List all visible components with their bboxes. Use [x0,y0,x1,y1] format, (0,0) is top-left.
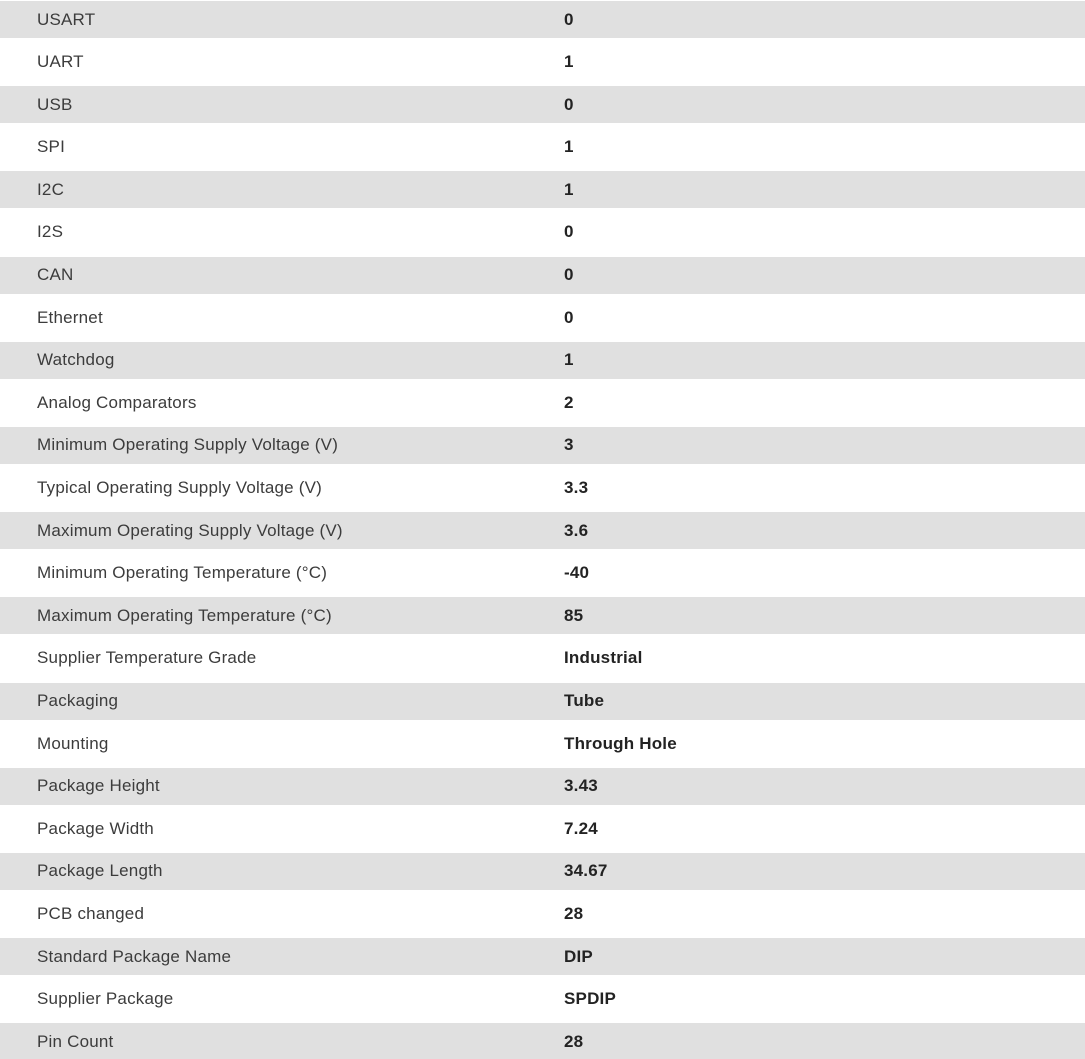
spec-label: USB [37,94,73,114]
spec-value: 3.43 [564,776,598,796]
spec-value: SPDIP [564,989,617,1009]
spec-label: Minimum Operating Temperature (°C) [37,563,328,583]
spec-value: 0 [564,9,574,29]
spec-label: Package Length [37,861,163,881]
spec-label: Standard Package Name [37,946,232,966]
spec-value: 1 [564,350,574,370]
spec-row [0,640,1085,677]
spec-row [0,597,1085,634]
spec-label: Watchdog [37,350,115,370]
spec-value: Tube [564,691,605,710]
spec-row [0,810,1085,847]
spec-value: 28 [564,903,584,923]
spec-value: Industrial [564,648,643,668]
spec-value: 1 [564,137,574,157]
spec-value: 1 [564,179,574,199]
spec-label: Minimum Operating Supply Voltage (V) [37,435,339,455]
spec-row [0,981,1085,1018]
spec-row [0,299,1085,336]
spec-label: Package Height [37,776,160,796]
spec-value: DIP [564,946,593,966]
spec-row [0,257,1085,294]
spec-label: Package Width [37,818,154,838]
spec-label: USART [37,9,96,29]
spec-label: Mounting [37,733,109,753]
spec-row [0,1023,1085,1059]
spec-row [0,214,1085,251]
spec-value: -40 [564,563,590,583]
spec-value: 34.67 [564,861,608,881]
spec-value: 0 [564,307,574,327]
spec-row [0,86,1085,123]
spec-label: Analog Comparators [37,392,197,412]
spec-row [0,725,1085,762]
spec-label: Maximum Operating Supply Voltage (V) [37,520,343,540]
spec-value: 3 [564,435,574,455]
spec-value: 0 [564,222,574,242]
spec-label: Pin Count [37,1031,114,1051]
spec-row [0,853,1085,890]
spec-value: 7.24 [564,818,598,838]
spec-label: CAN [37,265,74,285]
spec-label: I2S [37,222,64,242]
spec-label: PCB changed [37,903,145,923]
spec-row [0,129,1085,166]
spec-label: Packaging [37,691,119,710]
spec-row [0,384,1085,421]
spec-value: 2 [564,392,574,412]
spec-row [0,1,1085,38]
spec-label: I2C [37,179,65,199]
spec-value: 3.6 [564,520,589,540]
spec-row [0,342,1085,379]
spec-label: SPI [37,137,66,157]
spec-row [0,427,1085,464]
spec-label: UART [37,52,84,72]
spec-row [0,470,1085,507]
spec-label: Supplier Package [37,989,174,1009]
spec-row [0,171,1085,208]
spec-row [0,938,1085,975]
spec-value: 0 [564,94,574,114]
spec-row [0,683,1085,720]
spec-label: Ethernet [37,307,103,327]
spec-value: 28 [564,1031,584,1051]
spec-label: Typical Operating Supply Voltage (V) [37,478,323,498]
spec-value: 3.3 [564,478,589,498]
spec-row [0,895,1085,932]
spec-label: Maximum Operating Temperature (°C) [37,605,332,625]
spec-value: 1 [564,52,574,72]
spec-row [0,768,1085,805]
spec-row [0,512,1085,549]
spec-value: 0 [564,265,574,285]
spec-value: 85 [564,605,584,625]
spec-row [0,555,1085,592]
spec-row [0,44,1085,81]
spec-label: Supplier Temperature Grade [37,648,257,668]
spec-value: Through Hole [564,733,677,753]
